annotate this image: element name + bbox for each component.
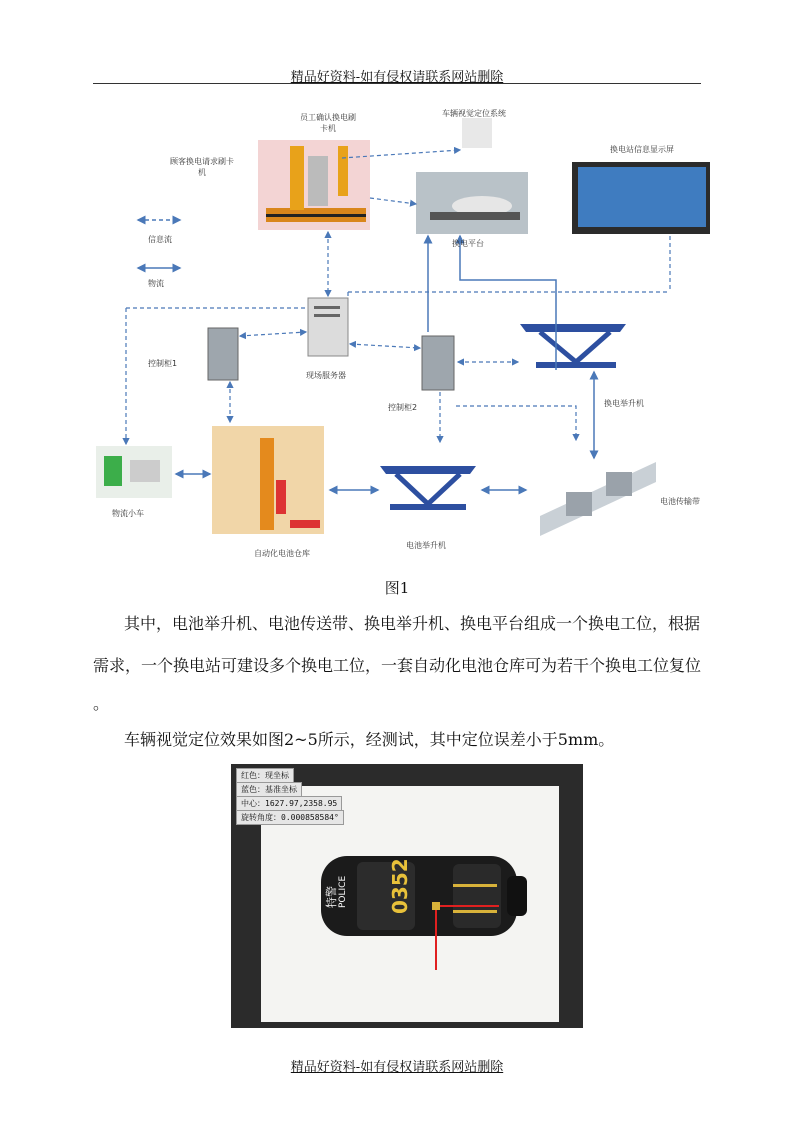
label-cabinet2: 控制柜2: [388, 403, 418, 412]
label-warehouse: 自动化电池仓库: [254, 549, 310, 558]
label-cart: 物流小车: [112, 509, 144, 518]
label-swap-lift: 换电举升机: [604, 399, 644, 408]
label-cabinet1: 控制柜1: [148, 359, 178, 368]
vision-photo: [231, 764, 583, 1028]
car-number: 0352: [388, 858, 412, 914]
blue-coordinate-label: 蓝色：基准坐标: [236, 782, 302, 797]
page-footer: [0, 1056, 794, 1075]
special-police-text: 特警: [325, 886, 338, 908]
footer-text: 精品好资料-如有侵权请联系网站删除: [290, 1060, 504, 1075]
swap-lift-image: [520, 324, 626, 368]
cabinet2-image: [422, 336, 454, 390]
label-vision-system: 车辆视觉定位系统: [442, 109, 506, 118]
label-platform: 换电平台: [452, 239, 484, 248]
rotation-readout: 旋转角度：0.000858584°: [236, 810, 344, 825]
header-text: 精品好资料-如有侵权请联系网站删除: [290, 70, 504, 85]
police-text: POLICE: [338, 875, 348, 908]
label-battery-lift: 电池举升机: [406, 541, 446, 550]
swap-platform-image: [416, 172, 528, 234]
toy-car-drawing: [231, 764, 583, 1028]
label-server: 现场服务器: [306, 371, 346, 380]
red-coordinate-label: 红色：现坐标: [236, 768, 294, 783]
paragraph-2: 车辆视觉定位效果如图2~5所示，经测试，其中定位误差小于5mm。: [124, 730, 615, 749]
center-readout: 中心：1627.97,2358.95: [236, 796, 342, 811]
label-logistics: 物流: [148, 279, 164, 288]
label-info-flow: 信息流: [148, 235, 172, 244]
system-diagram: [90, 100, 710, 570]
label-conveyor: 电池传输带: [660, 497, 700, 506]
paragraph-1-line-3: 。: [93, 694, 110, 713]
figure-caption: 图1: [384, 579, 410, 597]
paragraph-1-line-1: 其中，电池举升机、电池传送带、换电举升机、换电平台组成一个换电工位，根据: [124, 614, 701, 633]
label-staff-card: 员工确认换电刷卡机: [300, 113, 356, 133]
battery-lift-image: [380, 466, 476, 510]
label-customer-card: 顾客换电请求刷卡机: [170, 157, 234, 177]
info-display-image: [572, 162, 710, 234]
conveyor-image: [540, 462, 656, 536]
spare-wheel: [507, 876, 527, 916]
label-display: 换电站信息显示屏: [610, 145, 674, 154]
server-image: [308, 298, 348, 356]
card-gate-image: [258, 140, 370, 230]
paragraph-1-line-2: 需求，一个换电站可建设多个换电工位，一套自动化电池仓库可为若干个换电工位复位: [93, 656, 702, 675]
header-rule: [93, 83, 701, 84]
warehouse-image: [212, 426, 324, 534]
cabinet1-image: [208, 328, 238, 380]
logistics-cart-image: [96, 446, 172, 498]
vision-camera-image: [462, 118, 492, 148]
